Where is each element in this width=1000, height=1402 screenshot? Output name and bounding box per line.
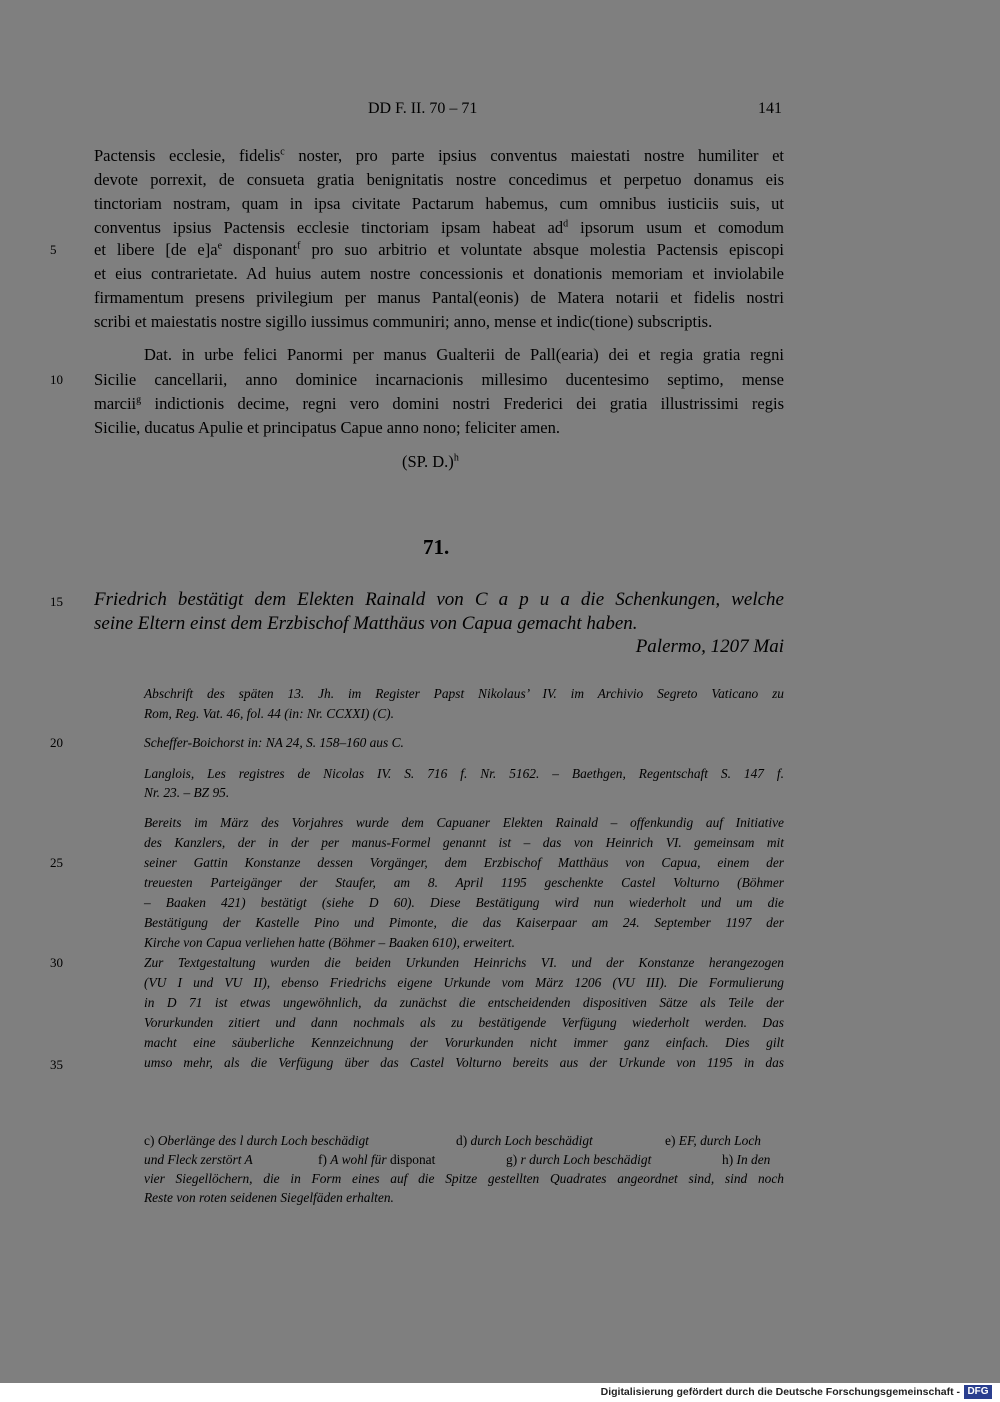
commentary-line: Kirche von Capua verliehen hatte (Böhmer – Baaken 610), erweitert. — [144, 935, 516, 950]
text-line: et eius contrarietate. Ad huius autem nostre concessionis et donationis memoriam et inviolabile — [94, 264, 784, 283]
footnote-line: vier Siegellöchern, die in Form eines auf die Spitze gestellten Quadrates angeordnet sind, sind noch — [144, 1171, 784, 1186]
commentary-line: Zur Textgestaltung wurden die beiden Urkunden Heinrichs VI. und der Konstanze herangezogen — [144, 955, 784, 970]
place-date: Palermo, 1207 Mai — [635, 636, 784, 657]
commentary-line: – Baaken 421) bestätigt (siehe D 60). Diese Bestätigung wird nun wiederholt und um die — [144, 895, 784, 910]
commentary-line: Bestätigung der Kastelle Pino und Pimonte, die das Kaiserpaar am 24. September 1197 der — [144, 915, 784, 930]
text-line: devote porrexit, de consueta gratia benignitatis nostre concedimus et perpetuo donamus eis — [94, 170, 784, 189]
commentary-line: Vorurkunden zitiert und dann nochmals als zu bestätigende Verfügung wiederholt werden. Das — [144, 1015, 784, 1030]
text-line: firmamentum presens privilegium per manus Pantal(eonis) de Matera notarii et fidelis nostri — [94, 288, 784, 307]
tradition-line: Scheffer-Boichorst in: NA 24, S. 158–160 aus C. — [144, 735, 404, 750]
tradition-line: Abschrift des späten 13. Jh. im Register Papst Nikolaus’ IV. im Archivio Segreto Vaticano zu — [144, 686, 784, 701]
dating-line: Sicilie cancellarii, anno dominice incarnacionis millesimo ducentesimo septimo, mense — [94, 370, 784, 389]
dfg-logo: DFG — [964, 1385, 992, 1399]
commentary-line: in D 71 ist etwas ungewöhnlich, da zunächst die entscheidenden dispositiven Sätze als Teile der — [144, 995, 784, 1010]
text-line: tinctoriam nostram, quam in ipsa civitate Pactarum habemus, cum omnibus iusticiis suis, ut — [94, 194, 784, 213]
line-number: 20 — [50, 735, 63, 750]
footnote-line: Reste von roten seidenen Siegelfäden erhalten. — [144, 1190, 394, 1205]
line-number: 30 — [50, 955, 63, 970]
commentary-line: Bereits im März des Vorjahres wurde dem Capuaner Elekten Rainald – offenkundig auf Initiative — [144, 815, 784, 830]
line-number: 15 — [50, 594, 63, 609]
running-title: DD F. II. 70 – 71 — [368, 100, 478, 117]
scanned-page: DD F. II. 70 – 71 141 Pactensis ecclesie, fidelis$^c$ noster, pro parte ipsius conventus maiestati nostre humiliter et devote porrexit, de consueta gratia benignitatis nostre concedimus et perpetuo donamus eis tinctoriam nostram, quam in ipsa civitate Pactarum habemus, cum omnibus iusticiis suis, ut conventus ipsius Pactensis ecclesie tinctoriam ipsam habeat $ad^d$ ipsorum usum et comodum 5 et libere [de $e]a^e$ disponant$^f$ pro suo arbitrio et voluntate absque molestia Pactensis episcopi et eius contrarietate. Ad huius autem nostre concessionis et donationis memoriam et inviolabile firmamentum presens privilegium per manus Pantal(eonis) de Matera notarii et fidelis nostri scribi et maiestatis nostre sigillo iussimus communiri; anno, mense et indic(tione) subscriptis. Dat. in urbe felici Panormi per manus Gualterii de Pall(earia) dei et regia gratia regni 10 Sicilie cancellarii, anno dominice incarnacionis millesimo ducentesimo septimo, mense marcii$^g$ indictionis decime, regni vero domini nostri Frederici dei gratia illustrissimi regis Sicilie, ducatus Apulie et principatus Capue anno nono; feliciter amen. (SP. D.)$^h$ 71. 15 Friedrich bestätigt dem Elekten Rainald von C a p u a die Schenkungen, welche seine Eltern einst dem Erzbischof Matthäus von Capua gemacht haben. Palermo, 1207 Mai Abschrift des späten 13. Jh. im Register Papst Nikolaus’ IV. im Archivio Segreto Vaticano zu Rom, Reg. Vat. 46, fol. 44 (in: Nr. CCXXI) (C). 20 Scheffer-Boichorst in: NA 24, S. 158–160 aus C. Langlois, Les registres de Nicolas IV. S. 716 f. Nr. 5162. – Baethgen, Regentschaft S. 147 f. Nr. 23. – BZ 95. Bereits im März des Vorjahres wurde dem Capuaner Elekten Rainald – offenkundig auf Initiative des Kanzlers, der in der per manus-Formel genannt ist – das von Heinrich VI. gemeinsam mit 25 seiner Gattin Konstanze dessen Vorgänger, dem Erzbischof Matthäus von Capua, einem der treuesten Parteigänger der Staufer, am 8. April 1195 geschenkte Castel Volturno (Böhmer – Baaken 421) bestätigt (siehe D 60). Diese Bestätigung wird nun wiederholt und um die Bestätigung der Kastelle Pino und Pimonte, die das Kaiserpaar am 24. September 1197 der Kirche von Capua verliehen hatte (Böhmer – Baaken 610), erweitert. 30 Zur Textgestaltung wurden die beiden Urkunden Heinrichs VI. und der Konstanze herangezogen (VU I und VU II), ebenso Friedrichs eigene Urkunde vom März 1206 (VU III). Die Formulierung in D 71 ist etwas ungewöhnlich, da zunächst die entscheidenden dispositiven Sätze als Teile der Vorurkunden zitiert und dann nochmals als zu bestätigende Verfügung wiederholt werden. Das macht eine säuberliche Kennzeichnung der Vorurkunden nicht immer ganz einfach. Dies gilt 35 umso mehr, als die Verfügung über das Castel Volturno bereits aus der Urkunde von 1195 in das c) Oberlänge des l durch Loch beschädigt d) durch Loch beschädigt e) EF, durch Loch und Fleck zerstört A f) A wohl für disponat g) r durch Loch beschädigt h) In den vier Siegellöchern, die in Form eines auf die Spitze gestellten Quadrates angeordnet sind, sind noch Reste von roten seidenen Siegelfäden erhalten. — [0, 0, 1000, 1383]
commentary-line: umso mehr, als die Verfügung über das Castel Volturno bereits aus der Urkunde von 1195 in das — [144, 1055, 784, 1070]
dating-line: Dat. in urbe felici Panormi per manus Gualterii de Pall(earia) dei et regia gratia regni — [144, 345, 784, 364]
commentary-line: seiner Gattin Konstanze dessen Vorgänger, dem Erzbischof Matthäus von Capua, einem der — [144, 855, 784, 870]
text-line: Pactensis ecclesie, fidelis$^c$ noster, pro parte ipsius conventus maiestati nostre humiliter et — [94, 146, 784, 165]
dating-line: marcii$^g$ indictionis decime, regni vero domini nostri Frederici dei gratia illustrissimi regis — [94, 394, 784, 413]
line-number: 35 — [50, 1057, 63, 1072]
digitization-footer — [0, 1383, 1000, 1402]
dating-line: Sicilie, ducatus Apulie et principatus Capue anno nono; feliciter amen. — [94, 418, 560, 437]
footer-credit: Digitalisierung gefördert durch die Deutsche Forschungsgemeinschaft - — [600, 1386, 960, 1398]
commentary-line: (VU I und VU II), ebenso Friedrichs eigene Urkunde vom März 1206 (VU III). Die Formulierung — [144, 975, 784, 990]
line-number: 10 — [50, 372, 63, 387]
page-number: 141 — [758, 100, 782, 117]
tradition-line: Nr. 23. – BZ 95. — [144, 785, 230, 800]
tradition-line: Langlois, Les registres de Nicolas IV. S. 716 f. Nr. 5162. – Baethgen, Regentschaft S. 147 f. — [144, 766, 784, 781]
commentary-line: macht eine säuberliche Kennzeichnung der Vorurkunden nicht immer ganz einfach. Dies gilt — [144, 1035, 784, 1050]
commentary-line: des Kanzlers, der in der per manus-Formel genannt ist – das von Heinrich VI. gemeinsam mit — [144, 835, 784, 850]
document-number: 71. — [423, 535, 450, 559]
regest-line: seine Eltern einst dem Erzbischof Matthäus von Capua gemacht haben. — [94, 613, 638, 634]
line-number: 5 — [50, 242, 57, 257]
text-line: conventus ipsius Pactensis ecclesie tinctoriam ipsam habeat $ad^d$ ipsorum usum et comodum — [94, 218, 784, 237]
seal-mark: (SP. D.)$^h$ — [402, 452, 459, 471]
regest-line: Friedrich bestätigt dem Elekten Rainald von C a p u a die Schenkungen, welche — [94, 589, 784, 610]
text-line: et libere [de $e]a^e$ disponant$^f$ pro suo arbitrio et voluntate absque molestia Pactensis episcopi — [94, 240, 785, 259]
text-line: scribi et maiestatis nostre sigillo iussimus communiri; anno, mense et indic(tione) subscriptis. — [94, 312, 713, 331]
tradition-line: Rom, Reg. Vat. 46, fol. 44 (in: Nr. CCXXI) (C). — [144, 706, 394, 721]
commentary-line: treuesten Parteigänger der Staufer, am 8. April 1195 geschenkte Castel Volturno (Böhmer — [144, 875, 784, 890]
line-number: 25 — [50, 855, 63, 870]
